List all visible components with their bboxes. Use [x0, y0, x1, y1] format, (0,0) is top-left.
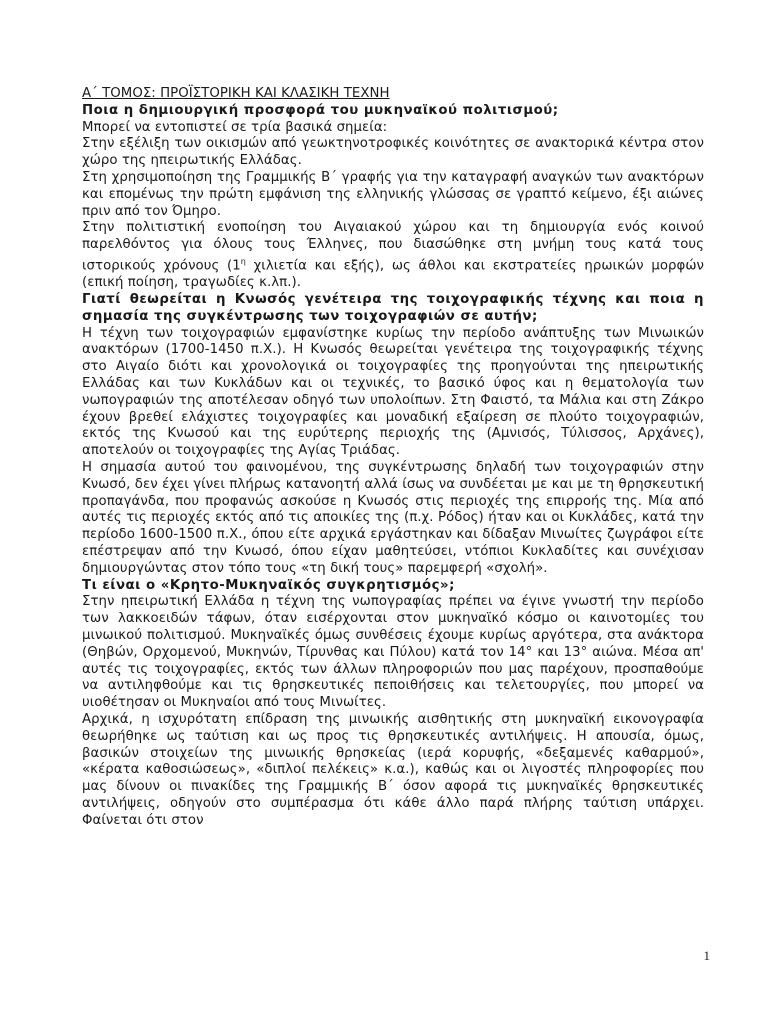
paragraph: Στη χρησιμοποίηση της Γραμμικής Β΄ γραφής για την καταγραφή αναγκών των ανακτόρων και επομένως την πρώτη εμφάνιση της ελληνικής γλώσσας σε γραπτό κείμενο, έξι αιώνες πριν από τον Όμηρο.: [82, 169, 704, 219]
document-body: [82, 86, 704, 829]
document-title: Α΄ ΤΟΜΟΣ: ΠΡΟΪΣΤΟΡΙΚΗ ΚΑΙ ΚΛΑΣΙΚΗ ΤΕΧΝΗ: [82, 86, 390, 101]
paragraph: Στην ηπειρωτική Ελλάδα η τέχνη της νωπογραφίας πρέπει να έγινε γνωστή την περίοδο των λακκοειδών τάφων, όταν εισέρχονται στον μυκηναϊκό κόσμο οι καινοτομίες του μινωικού πολιτισμού. Μυκηναϊκές όμως συνθέσεις έχουμε κυρίως αργότερα, στα ανάκτορα (Θηβών, Ορχομενού, Μυκηνών, Τίρυνθας και Πύλου) κατά τον 14° και 13° αιώνα. Μέσα απ' αυτές τις τοιχογραφίες, εκτός των άλλων πληροφοριών που μας παρέχουν, προσπαθούμε να αντιληφθούμε και τις θρησκευτικές πεποιθήσεις και τελετουργίες, που μπορεί να υιοθέτησαν οι Μυκηναίοι από τους Μινωίτες.: [82, 594, 704, 711]
paragraph: Αρχικά, η ισχυρότατη επίδραση της μινωικής αισθητικής στη μυκηναϊκή εικονογραφία θεωρήθηκε ως ταύτιση και ως προς τις θρησκευτικές αντιλήψεις. Η απουσία, όμως, βασικών στοιχείων της μινωικής θρησκείας (ιερά κορυφής, «δεξαμενές καθαρμού», «κέρατα καθοσιώσεως», «διπλοί πελέκεις» κ.α.), καθώς και οι λιγοστές πληροφορίες που μας δίνουν οι πινακίδες της Γραμμικής Β΄ όσον αφορά τις μυκηναϊκές θρησκευτικές αντιλήψεις, οδηγούν στο συμπέρασμα ότι κάθε άλλο παρά πλήρης ταύτιση υπάρχει. Φαίνεται ότι στον: [82, 711, 704, 828]
page-number: 1: [703, 948, 710, 963]
paragraph: Η τέχνη των τοιχογραφιών εμφανίστηκε κυρίως την περίοδο ανάπτυξης των Μινωικών ανακτόρων (1700-1450 π.Χ.). Η Κνωσός θεωρείται γενέτειρα της τοιχογραφικής τέχνης στο Αιγαίο διότι και χρονολογικά οι τοιχογραφίες της προηγούνται της ηπειρωτικής Ελλάδας και των Κυκλάδων και οι τεχνικές, το βασικό ύφος και η θεματολογία των νωπογραφιών της αποτέλεσαν οδηγό των υπολοίπων. Στη Φαιστό, τα Μάλια και στη Ζάκρο έχουν βρεθεί ελάχιστες τοιχογραφίες και μοναδική εξαίρεση σε πλούτο τοιχογραφιών, εκτός της Κνωσού και της ευρύτερης περιοχής της (Αμνισός, Τύλισσος, Αρχάνες), αποτελούν οι τοιχογραφίες της Αγίας Τριάδας.: [82, 325, 704, 459]
superscript: η: [240, 256, 246, 266]
question-heading-1: Ποια η δημιουργική προσφορά του μυκηναϊκού πολιτισμού;: [82, 102, 559, 118]
paragraph: Η σημασία αυτού του φαινομένου, της συγκέντρωσης δηλαδή των τοιχογραφιών στην Κνωσό, δεν έχει γίνει πλήρως κατανοητή αλλά ίσως να συνδέεται με και με τη θρησκευτική προπαγάνδα, που προφανώς ασκούσε η Κνωσός στις περιοχές της επιρροής της. Μία από αυτές τις περιοχές εκτός από τις αποικίες της (π.χ. Ρόδος) ήταν και οι Κυκλάδες, κατά την περίοδο 1600-1500 π.Χ., όπου είτε αρχικά εργάστηκαν και δίδαξαν Μινωίτες ζωγράφοι είτε επέστρεψαν από την Κνωσό, όπου είχαν μαθητεύσει, ντόπιοι Κυκλαδίτες και συνέχισαν δημιουργώντας στον τόπο τους «τη δική τους» παρεμφερή «σχολή».: [82, 459, 704, 576]
paragraph: Στην εξέλιξη των οικισμών από γεωκτηνοτροφικές κοινότητες σε ανακτορικά κέντρα στον χώρο της ηπειρωτικής Ελλάδας.: [82, 136, 704, 169]
question-heading-3: Τι είναι ο «Κρητο-Μυκηναϊκός συγκρητισμός»;: [82, 577, 455, 593]
paragraph-text: Στην πολιτιστική ενοποίηση του Αιγαιακού χώρου και τη δημιουργία ενός κοινού παρελθόντος για όλους τους Έλληνες, που διασώθηκε στη μνήμη τους κατά τους ιστορικούς χρόνους (1: [82, 220, 704, 274]
paragraph: Μπορεί να εντοπιστεί σε τρία βασικά σημεία:: [82, 119, 388, 135]
paragraph: [82, 220, 704, 292]
paragraph-text: χιλιετία και εξής), ως άθλοι και εκστρατείες ηρωικών μορφών (επική ποίηση, τραγωδίες κ.λπ.).: [82, 258, 704, 291]
question-heading-2: Γιατί θεωρείται η Κνωσός γενέτειρα της τοιχογραφικής τέχνης και ποια η σημασία της συγκέντρωσης των τοιχογραφιών σε αυτήν;: [82, 291, 704, 324]
